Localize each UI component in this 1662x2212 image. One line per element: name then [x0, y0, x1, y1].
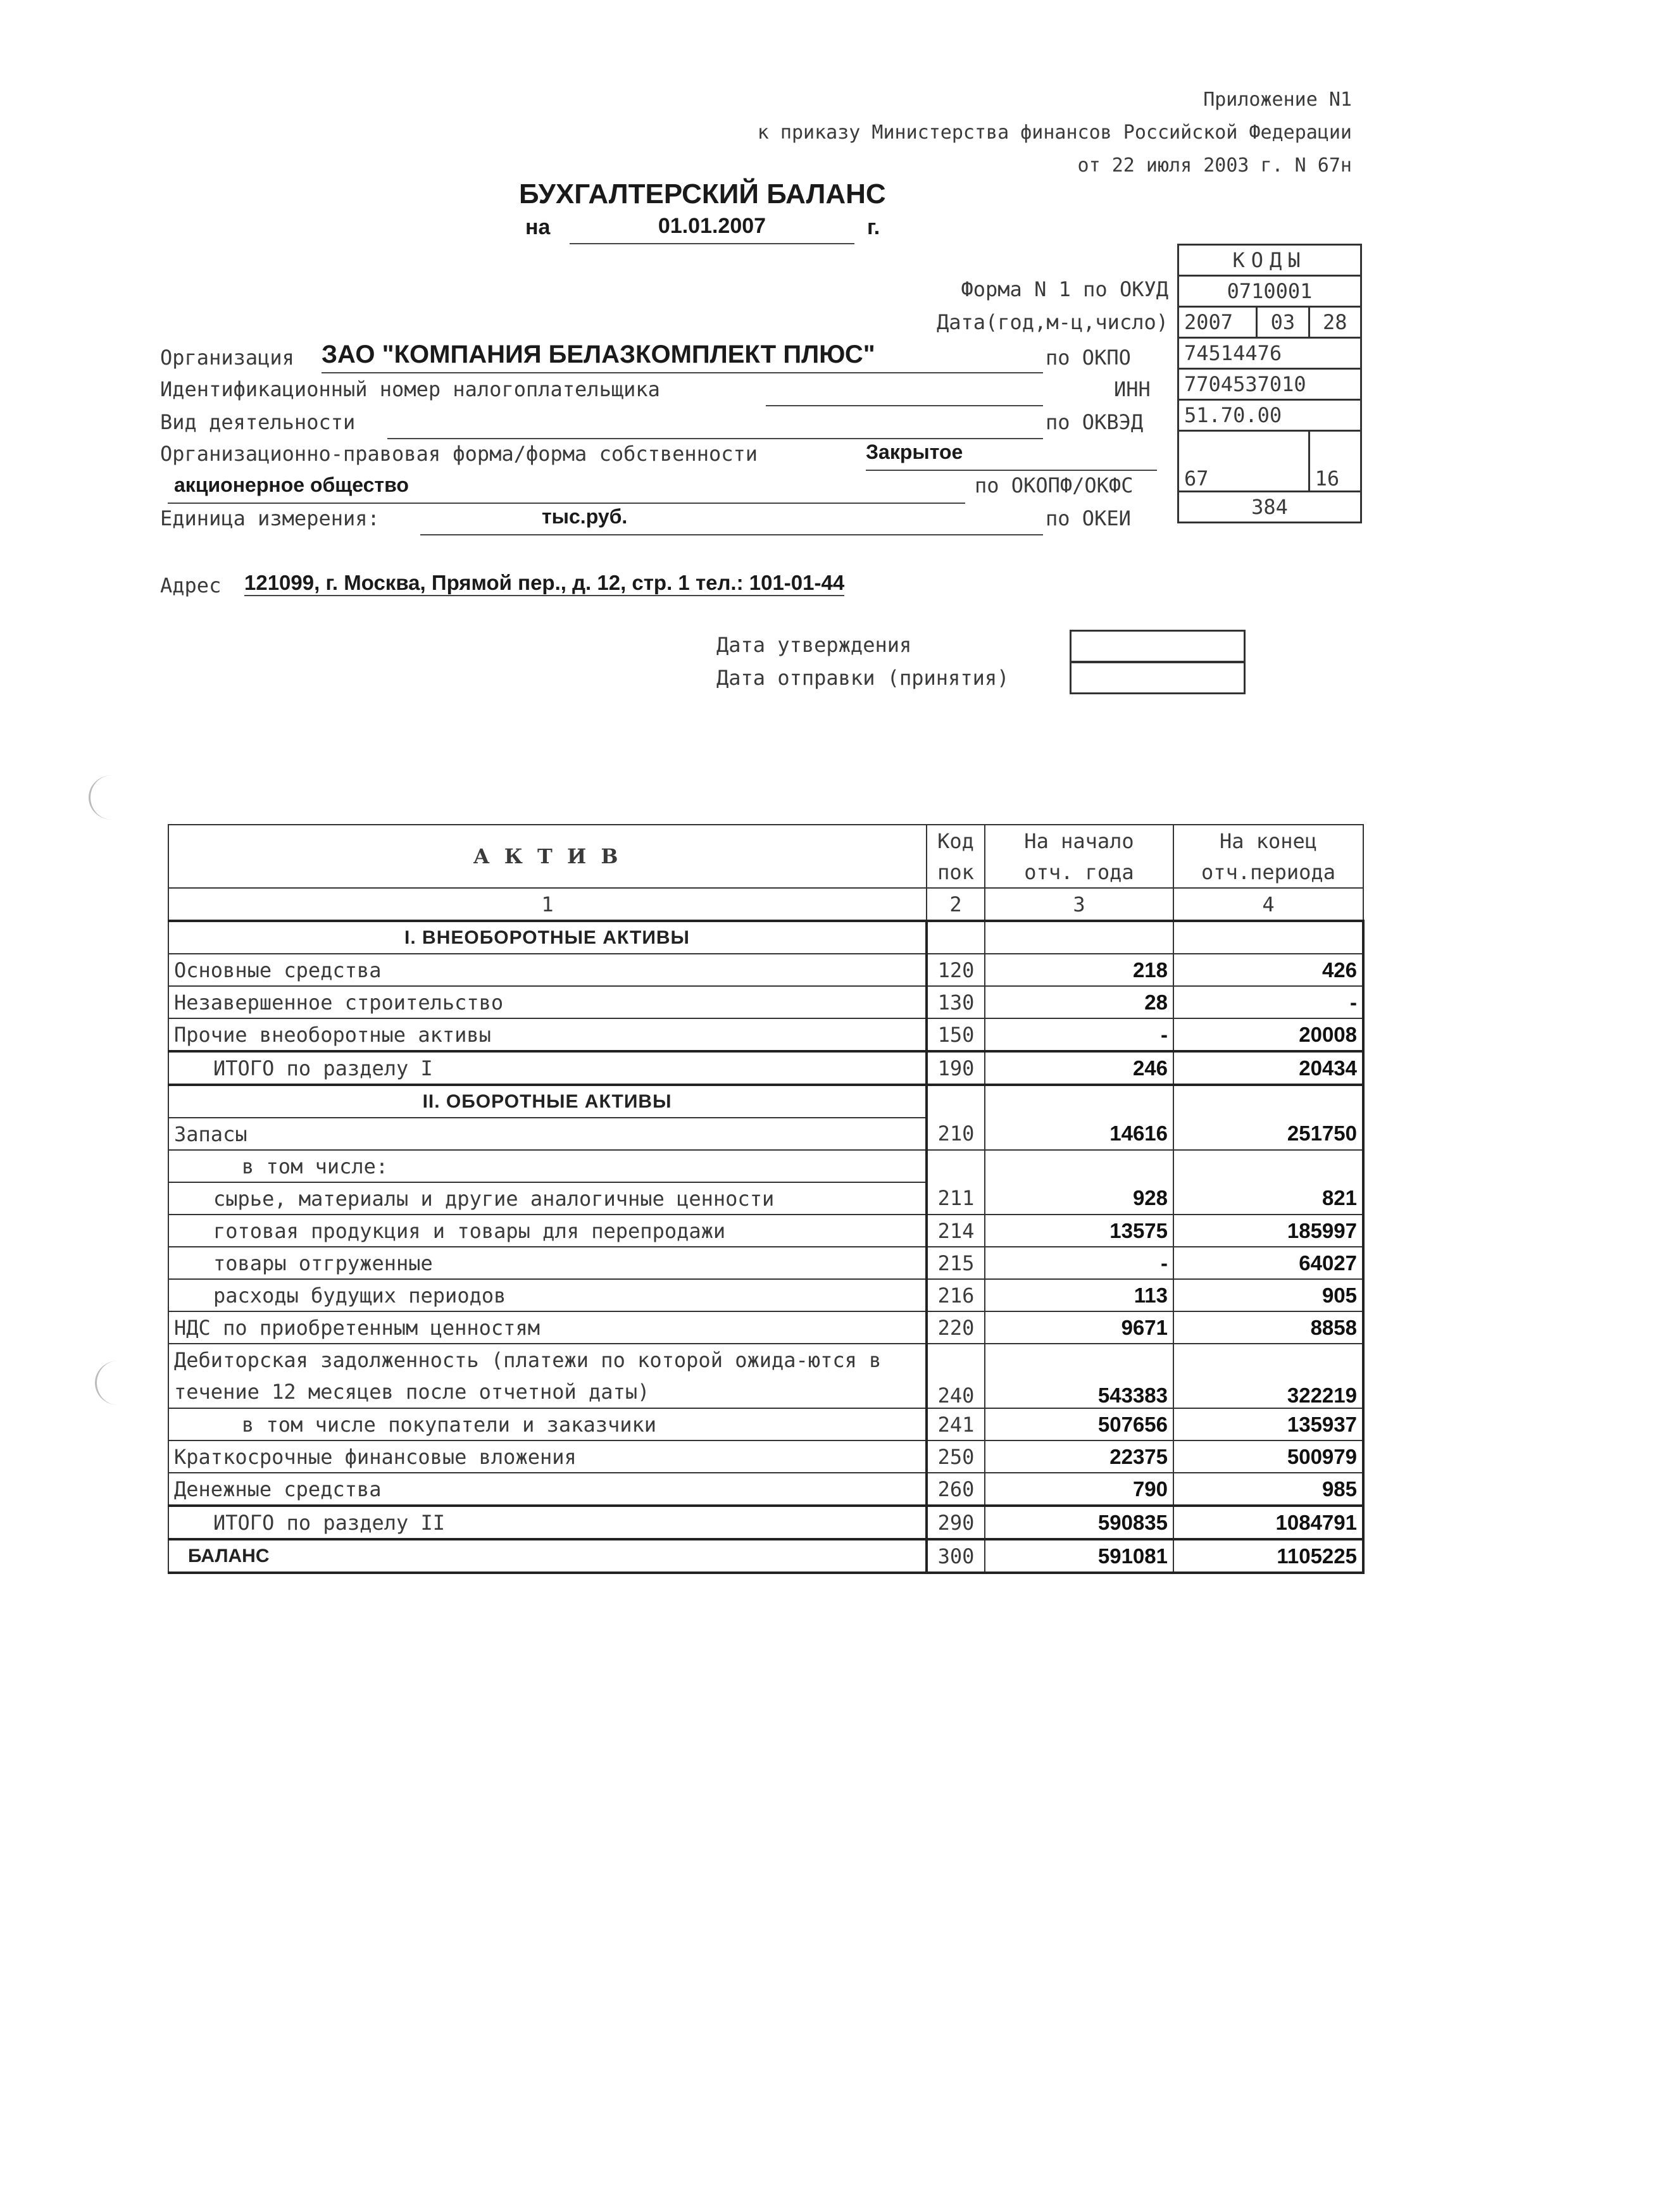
org-line [322, 341, 1043, 373]
okud-code: 0710001 [1178, 276, 1361, 307]
organization-name: ЗАО "КОМПАНИЯ БЕЛАЗКОМПЛЕКТ ПЛЮС" [322, 341, 875, 368]
empty-cell [985, 921, 1173, 954]
row-code: 241 [927, 1408, 985, 1440]
row-code: 190 [927, 1051, 985, 1085]
row-code: 290 [927, 1506, 985, 1539]
document-title: БУХГАЛТЕРСКИЙ БАЛАНС [519, 178, 886, 209]
punch-hole-mark [95, 1361, 141, 1405]
row-end: 185997 [1173, 1215, 1363, 1247]
approval-date-label: Дата утверждения [716, 633, 912, 657]
table-row [168, 1311, 1363, 1344]
okved-code: 51.70.00 [1178, 400, 1361, 431]
row-end: 1084791 [1173, 1506, 1363, 1539]
row-code: 260 [927, 1473, 985, 1506]
table-row [168, 1344, 1363, 1408]
col-num-3: 3 [985, 888, 1173, 921]
row-start: 14616 [985, 1118, 1173, 1150]
row-name: Прочие внеоборотные активы [168, 1018, 927, 1051]
row-name: расходы будущих периодов [168, 1279, 927, 1311]
send-date-label: Дата отправки (принятия) [716, 666, 1009, 690]
form-label: Форма N 1 по ОКУД [961, 277, 1168, 301]
inn-line [766, 378, 1043, 406]
row-start: 591081 [985, 1539, 1173, 1573]
appendix-line-1: Приложение N1 [1203, 89, 1352, 111]
unit-value: тыс.руб. [542, 505, 628, 528]
legal-form-1: Закрытое [866, 441, 963, 463]
send-date-box [1070, 661, 1246, 694]
empty-cell [985, 1085, 1173, 1118]
table-row [168, 1408, 1363, 1440]
row-end: 985 [1173, 1473, 1363, 1506]
table-row [168, 1150, 1363, 1182]
empty-cell [1173, 921, 1363, 954]
row-name: Денежные средства [168, 1473, 927, 1506]
col-num-4: 4 [1173, 888, 1363, 921]
table-row [168, 1018, 1363, 1051]
row-end: 64027 [1173, 1247, 1363, 1279]
empty-cell [1173, 1085, 1363, 1118]
row-name: готовая продукция и товары для перепродажи [168, 1215, 927, 1247]
row-start: - [985, 1018, 1173, 1051]
row-end: 821 [1173, 1182, 1363, 1215]
table-row [168, 954, 1363, 986]
table-row [168, 1279, 1363, 1311]
address-line [244, 571, 844, 596]
date-month-code: 03 [1257, 307, 1309, 338]
table-row [168, 986, 1363, 1018]
appendix-line-3: от 22 июля 2003 г. N 67н [1077, 154, 1352, 177]
header-code-1: Код [927, 825, 985, 856]
address-label: Адрес [160, 573, 222, 597]
row-end: 20434 [1173, 1051, 1363, 1085]
row-code: 211 [927, 1182, 985, 1215]
header-code-2: пок [927, 856, 985, 888]
row-end [1173, 1150, 1363, 1182]
okopf-label: по ОКОПФ/ОКФС [975, 473, 1134, 497]
header-start-2: отч. года [985, 856, 1173, 888]
date-code-label: Дата(год,м-ц,число) [936, 310, 1168, 334]
date-label: на [525, 215, 551, 239]
row-name: в том числе покупатели и заказчики [168, 1408, 927, 1440]
row-start [985, 1150, 1173, 1182]
row-start: 28 [985, 986, 1173, 1018]
row-name: в том числе: [168, 1150, 927, 1182]
org-label: Организация [160, 346, 294, 370]
row-start: 13575 [985, 1215, 1173, 1247]
row-code: 210 [927, 1118, 985, 1150]
header-end-1: На конец [1173, 825, 1363, 856]
okved-label: по ОКВЭД [1046, 410, 1144, 434]
row-name: Незавершенное строительство [168, 986, 927, 1018]
legal-form-2: акционерное общество [174, 473, 409, 496]
row-start: - [985, 1247, 1173, 1279]
row-start: 590835 [985, 1506, 1173, 1539]
okei-code: 384 [1178, 492, 1361, 523]
codes-table [1177, 244, 1362, 523]
address-value: 121099, г. Москва, Прямой пер., д. 12, стр. 1 тел.: 101-01-44 [244, 571, 845, 594]
header-start-1: На начало [985, 825, 1173, 856]
row-name: НДС по приобретенным ценностям [168, 1311, 927, 1344]
inn-code: 7704537010 [1178, 369, 1361, 400]
legal-form-line-1 [866, 441, 1157, 471]
appendix-line-2: к приказу Министерства финансов Российской Федерации [757, 122, 1352, 144]
table-row [168, 1051, 1363, 1085]
okpo-label: по ОКПО [1046, 346, 1131, 370]
row-end: 905 [1173, 1279, 1363, 1311]
table-row [168, 1539, 1363, 1573]
header-active: А К Т И В [168, 825, 927, 888]
row-start: 790 [985, 1473, 1173, 1506]
row-name: Основные средства [168, 954, 927, 986]
activity-line [387, 411, 1043, 439]
section-2-title: II. ОБОРОТНЫЕ АКТИВЫ [168, 1085, 927, 1118]
row-end: 322219 [1173, 1344, 1363, 1408]
okei-label: по ОКЕИ [1046, 506, 1131, 530]
section-1-title: I. ВНЕОБОРОТНЫЕ АКТИВЫ [168, 921, 927, 954]
row-name: ИТОГО по разделу I [168, 1051, 927, 1085]
table-row [168, 1440, 1363, 1473]
inn-label: ИНН [1114, 377, 1151, 401]
activity-label: Вид деятельности [160, 410, 356, 434]
row-name: Краткосрочные финансовые вложения [168, 1440, 927, 1473]
empty-cell [927, 921, 985, 954]
unit-label: Единица измерения: [160, 506, 380, 530]
appendix-note [758, 84, 1352, 182]
row-end: 20008 [1173, 1018, 1363, 1051]
row-name: сырье, материалы и другие аналогичные ценности [168, 1182, 927, 1215]
legal-form-label: Организационно-правовая форма/форма собственности [160, 442, 758, 466]
okpo-code: 74514476 [1178, 338, 1361, 369]
row-end: 1105225 [1173, 1539, 1363, 1573]
okfs-code: 16 [1309, 431, 1361, 492]
col-num-2: 2 [927, 888, 985, 921]
table-row [168, 1506, 1363, 1539]
table-row [168, 1215, 1363, 1247]
table-row [168, 1118, 1363, 1150]
row-code: 120 [927, 954, 985, 986]
row-start: 928 [985, 1182, 1173, 1215]
table-row [168, 1247, 1363, 1279]
table-row [168, 1182, 1363, 1215]
row-start: 246 [985, 1051, 1173, 1085]
row-end: 500979 [1173, 1440, 1363, 1473]
date-day-code: 28 [1309, 307, 1361, 338]
year-suffix: г. [867, 215, 880, 239]
codes-header: КОДЫ [1178, 245, 1361, 276]
row-name: ИТОГО по разделу II [168, 1506, 927, 1539]
table-row [168, 1473, 1363, 1506]
balance-table [168, 824, 1365, 1574]
row-code: 214 [927, 1215, 985, 1247]
row-name: товары отгруженные [168, 1247, 927, 1279]
row-code: 130 [927, 986, 985, 1018]
row-code [927, 1150, 985, 1182]
balance-date: 01.01.2007 [658, 214, 766, 238]
row-name: Запасы [168, 1118, 927, 1150]
row-end: 8858 [1173, 1311, 1363, 1344]
inn-label-text: Идентификационный номер налогоплательщика [160, 377, 660, 401]
punch-hole-mark [89, 775, 135, 820]
row-start: 218 [985, 954, 1173, 986]
row-code: 216 [927, 1279, 985, 1311]
row-code: 300 [927, 1539, 985, 1573]
row-code: 215 [927, 1247, 985, 1279]
row-name: БАЛАНС [168, 1539, 927, 1573]
approval-date-box [1070, 630, 1246, 663]
okopf-code: 67 [1178, 431, 1309, 492]
header-end-2: отч.периода [1173, 856, 1363, 888]
row-start: 507656 [985, 1408, 1173, 1440]
row-code: 150 [927, 1018, 985, 1051]
row-code: 220 [927, 1311, 985, 1344]
row-start: 9671 [985, 1311, 1173, 1344]
row-code: 240 [927, 1344, 985, 1408]
legal-form-line-2 [168, 473, 965, 504]
row-name: Дебиторская задолженность (платежи по которой ожида-ются в течение 12 месяцев после отчетной даты) [168, 1344, 927, 1408]
row-start: 543383 [985, 1344, 1173, 1408]
row-end: - [1173, 986, 1363, 1018]
row-start: 22375 [985, 1440, 1173, 1473]
row-start: 113 [985, 1279, 1173, 1311]
col-num-1: 1 [168, 888, 927, 921]
empty-cell [927, 1085, 985, 1118]
row-end: 426 [1173, 954, 1363, 986]
date-value-line [570, 214, 854, 244]
unit-line [420, 505, 1043, 535]
row-end: 251750 [1173, 1118, 1363, 1150]
date-year-code: 2007 [1178, 307, 1257, 338]
row-code: 250 [927, 1440, 985, 1473]
row-end: 135937 [1173, 1408, 1363, 1440]
